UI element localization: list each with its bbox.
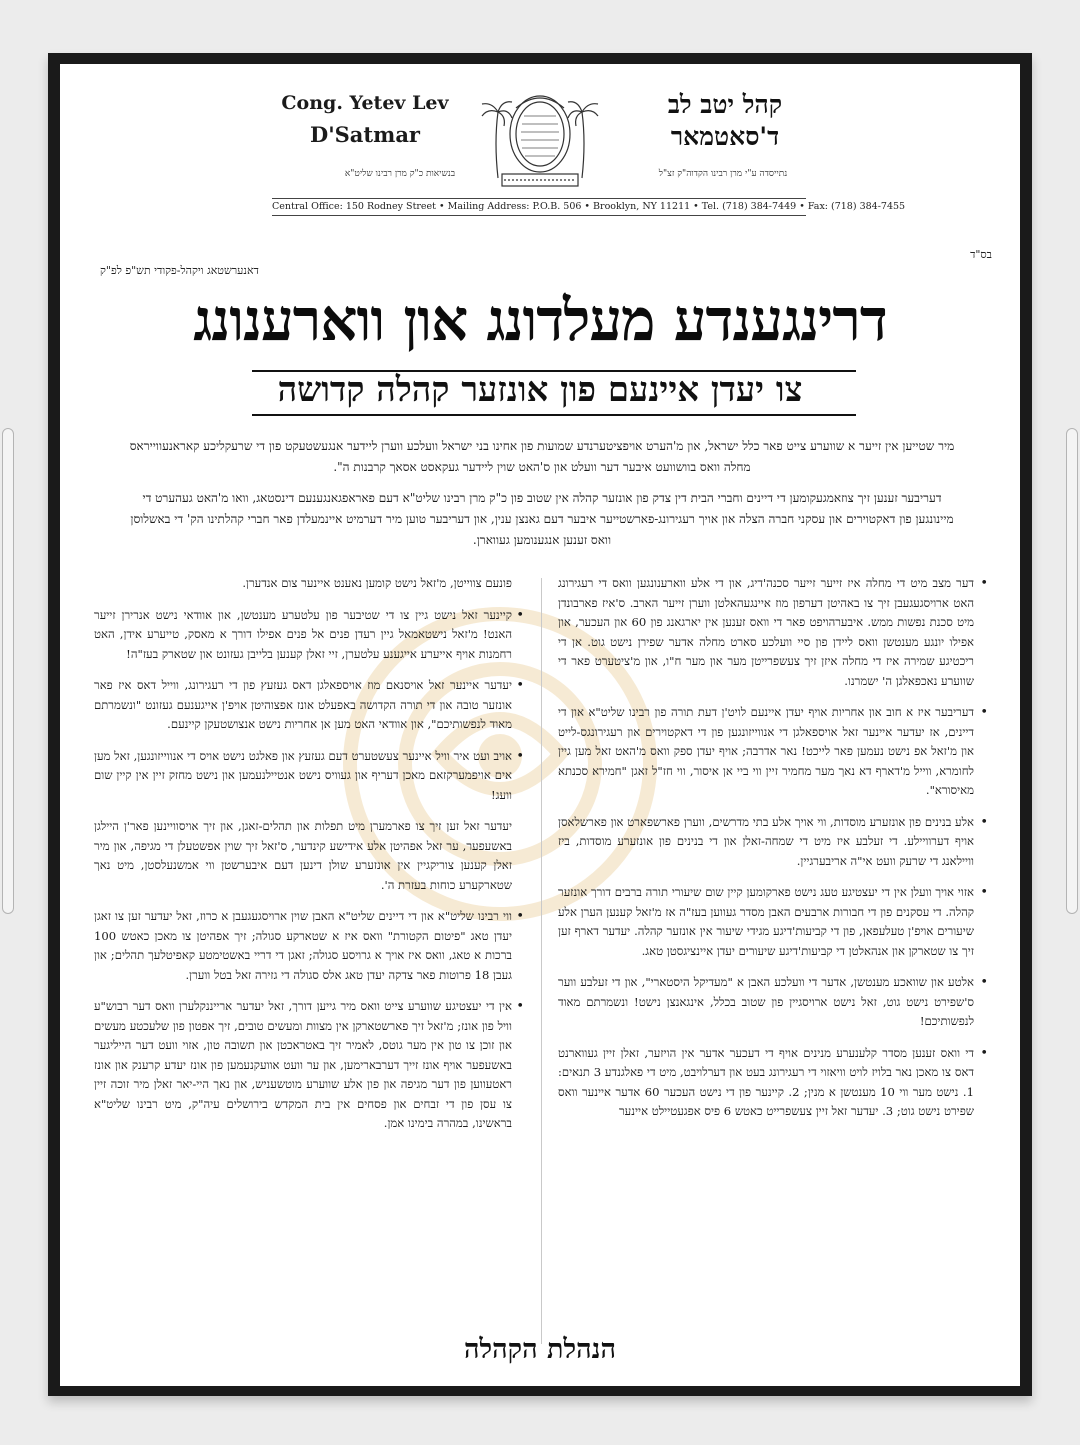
letterhead-rule-top: [272, 198, 806, 199]
right-paragraph: • אזוי אויך וועלן אין די יעצטיגע טעג נישט פארקומען קיין שום שיעורי תורה ברבים דורך אונזער קהלה. די עסקנים פון די חבורות ארבעים האבן מסדר געווען בעז"ה אז מ'זאל קענען הערן אלע שיעורים אויפ'ן טעלעפאן, פון די קביעות'דיגע מגידי שיעור אין אונזער קהלה. יעדער דארף זען זיך צו שטארקן און אנהאלטן די קביעות'דיגע שיעורים יעדן איינציגסטן טאג.: [558, 883, 988, 961]
intro-paragraph-1: מיר שטייען אין זייער א שווערע צייט פאר כלל ישראל, און מ'הערט אויפציטערנדע שמועות פון אחינו בני ישראל וועלכע ווערן ליידער אנגעשטעקט פון די שרעקליכע קאראנעווייראס מחלה וואס בוושוועט איבער דער וועלט און ס'האט שוין ליידער געקאסט אסאך קרבנות ה".: [129, 439, 955, 474]
main-title: דרינגענדע מעלדונג און ווארענונג: [193, 286, 887, 354]
letterhead: [60, 64, 1020, 224]
dateline: דאנערשטאג ויקהל-פקודי תש"פ לפ"ק: [100, 264, 259, 277]
bsd-mark: בס"ד: [970, 248, 992, 261]
letterhead-subline-right: נתייסדה ע"י מרן רבינו הקדוה"ק זצ"ל: [658, 169, 788, 179]
letterhead-hebrew-name: קהל יטב לב: [667, 90, 783, 119]
letterhead-address: Central Office: 150 Rodney Street • Mailing Address: P.O.B. 506 • Brooklyn, NY 11211 • Tel. (718) 384-7449 • Fax: (718) 384-7455: [272, 201, 906, 212]
letterhead-english-location: D'Satmar: [309, 122, 420, 147]
left-scroll-handle[interactable]: [2, 428, 14, 914]
document-page: [60, 64, 1020, 1386]
right-paragraph: • דער מצב מיט די מחלה איז זייער זייער סכנה'דיג, און די אלע ווארענונגען וואס די רעגירונג האט ארויסגעגעבן זיך צו באהיטן דערפון מוז איינגעהאלטן ווערן זייער הארב. ס'איז פארבונדן מיט סכנת נפשות ממש. איבערהויפט פאר די וואס זענען אין יארגאנג פון 60 און העכער, און אפילו יונגע מענטשן וואס ליידן פון סיי וועלכע סארט מחלה אדער שפירן נישט גוט. אן די ריכטיגע שמירה איז די מחלה איזן זיך צעשפרייטן מער און מער ח"ו, און מ'ציטערט פאר די שווערע נאכפאלגן ה' ישמרנו.: [558, 574, 988, 691]
left-paragraph: • קיינער זאל נישט גיין צו די שטיבער פון עלטערע מענטשן, און אוודאי נישט אנרירן זייער האנט! מ'זאל נישטאמאל גיין רעדן פנים אל פנים אפילו דורך א מאסק, טייערע אידן, האט רחמנות אויף אייערע אייגענע עלטערן, זיי זאלן קענען בלייבן געזונט און שטארק בעז"ה!: [94, 606, 524, 665]
congregation-seal-icon: [480, 82, 600, 194]
letterhead-english-name: Cong. Yetev Lev: [281, 92, 449, 114]
body-columns: [94, 574, 988, 1344]
intro-paragraph-2: דעריבער זענען זיך צוזאמגעקומען די דיינים וחברי הבית דין צדק פון אונזער קהלה אין שטוב פון כ"ק מרן רבינו שליט"א דעם פאראפגאנגענעם דינסטאג, וואו מ'האט געהערט די מיינונגען פון דאקטוירים און עסקני חברה הצלה און אויך רעגירונג-פארשטייער איבער דעם גאנצן ענין, און דעריבער טוען מיר דערמיט איינמעלדן פאר חברי קהלתינו הק' די באשלוסן וואס זענען אנגענומען געווארן.: [130, 491, 954, 547]
right-paragraph: • די וואס זענען מסדר קלענערע מנינים אויף די דעכער אדער אין הויזער, זאלן זיין געווארנט דאס צו מאכן נאר בלויז לויט וויאזוי די רעגירונג בעט און דערלויבט, מיט די פאלגנדע 3 תנאים: 1. נישט מער ווי 10 מענטשן א מנין; 2. קיינער פון די נישט העכער 60 אדער איינער וואס שפירט נישט גוט; 3. יעדער זאל זיין צעשפרייט כאטש 6 פיס אפגעטיילט איינער: [558, 1044, 988, 1122]
left-paragraph: פונעם צווייטן, מ'זאל נישט קומען נאענט איינער צום אנדערן.: [242, 576, 512, 590]
letterhead-subline-left: בנשיאות כ"ק מרן רבינו שליט"א: [344, 169, 456, 179]
left-paragraph: • ווי רבינו שליט"א און די דיינים שליט"א האבן שוין ארויסגעגעבן א כרוז, זאל יעדער זען צו זאגן יעדן טאג "פיטום הקטורת" וואס איז א שטארקע סגולה; זיך אפהיטן צו מאכן כאטש 100 ברכות א טאג, וואס איז אויך א גרויסע סגולה; זאגן די דריי באשטימטע קאפיטלעך תהלים; און געבן 18 פרוטות פאר צדקה יעדן טאג אלס סגולה די גזירה זאל בטל ווערן.: [94, 907, 524, 985]
right-paragraph: • דעריבער איז א חוב און אחריות אויף יעדן איינעם לויט'ן דעת תורה פון רבינו שליט"א און די דיינים, אז יעדער איינער זאל אויספאלגן די אנווייזונגען פון די דאקטוירים און רעגירונגס-לייט און מ'זאל אפ נישט נעמען פאר לייכט! נאר אדרבה; אויף יעדן ספק וואס מ'האט זאל מען גיין לחומרא, ווייל מ'דארף דא נאך מער מחמיר זיין ווי ביי אן איסור, ווי חז"ל זאגן "חמירא סכנתא מאיסורא".: [558, 703, 988, 801]
left-paragraph: • אין די יעצטיגע שווערע צייט וואס מיר גייען דורך, זאל יעדער ארייננקלערן וואס דער רבוש"ע וויל פון אונז; מ'זאל זיך פארשטארקן אין מצוות ומעשים טובים, זיך אפטון פון שלעכטע מעשים און זוכן צו טון אין מער גוטס, לאמיר זיך באטראכטן און תשובה טון, אזוי וועט דער הייליגער באשעפער אויף אונז זייך דערבארימען, און ער וועט אוועקנעמען פון אונז יעדע קרענק און אונז ראטעווען פון דער מגיפה און פון אלע שווערע מוטשעניש, און נאך היי-יאר זאלן מיר זוכה זיין צו עסן פון די זבחים און פסחים אין בית המקדש בירושלים עיה"ק, מיט רבינו שליט"א בראשינו, במהרה בימינו אמן.: [94, 997, 524, 1134]
left-column: [94, 574, 524, 1344]
right-paragraph: • אלע בנינים פון אונזערע מוסדות, ווי אויך אלע בתי מדרשים, ווערן פארשפארט און פארשלאסן אויף דערוויילע. די זעלבע איז מיט די שמחה-זאלן און די בנינים פון אונזערע מוסדות, ביז וויילאנג די שרעק וועט אי"ה אריבערגיין.: [558, 813, 988, 872]
letterhead-hebrew-location: ד'סאטמאר: [670, 122, 780, 151]
subtitle: צו יעדן איינעם פון אונזער קהלה קדושה: [277, 370, 803, 410]
right-paragraph: • אלטע און שוואכע מענטשן, אדער די וועלכע האבן א "מעדיקל היסטארי", און די זעלבע ווער ס'שפירט נישט גוט, זאל נישט ארויסגיין פון שטוב בכלל, אינגאנצן נישט! ונשמרתם מאוד לנפשותיכם!: [558, 973, 988, 1032]
right-scroll-handle[interactable]: [1066, 428, 1078, 914]
title-rule-bottom: [252, 414, 856, 416]
column-divider: [541, 578, 542, 1344]
left-paragraph: • יעדער איינער זאל אויסנאם מוז אויספאלגן דאס געזעץ פון די רעגירונג, ווייל דאס איז פאר אונזער טובה און די תורה הקדושה באפעלט אונז אפצוהיטן אויפ'ן אייגענעם געזונט "ונשמרתם מאוד לנפשותיכם", און אוודאי האט מען אן אחריות נישט אנצושטעקן קיינעם.: [94, 676, 524, 735]
signature: הנהלת הקהלה: [463, 1334, 616, 1365]
left-paragraph: יעדער זאל זען זיך צו פארמערן מיט תפלות און תהלים-זאגן, און זיך אויסוויינען פאר'ן היילגן באשעפער, ער זאל אפהיטן אלע אידישע קינדער, ס'זאל זיך שוין אפשטעלן די מגיפה, און מיר זאלן קענען צוריקגיין אין אונזערע שולן דינען דעם איבערשטן ווי אמשנעלסטן, מיט נאך שטארקערע כוחות בעזרת ה'.: [94, 819, 512, 892]
letterhead-rule-bottom: [272, 215, 806, 216]
left-paragraph: • אויב ועט איר וויל איינער צעשטערט דעם געזעץ און פאלגט נישט אויס די אנווייזונגען, זאל מען אים אויפמערקזאם מאכן דעריף און געוויס נישט אנטיילנעמען און נישט מחזק זיין אין קיין שום וועג!: [94, 747, 524, 806]
right-column: [558, 574, 988, 1344]
